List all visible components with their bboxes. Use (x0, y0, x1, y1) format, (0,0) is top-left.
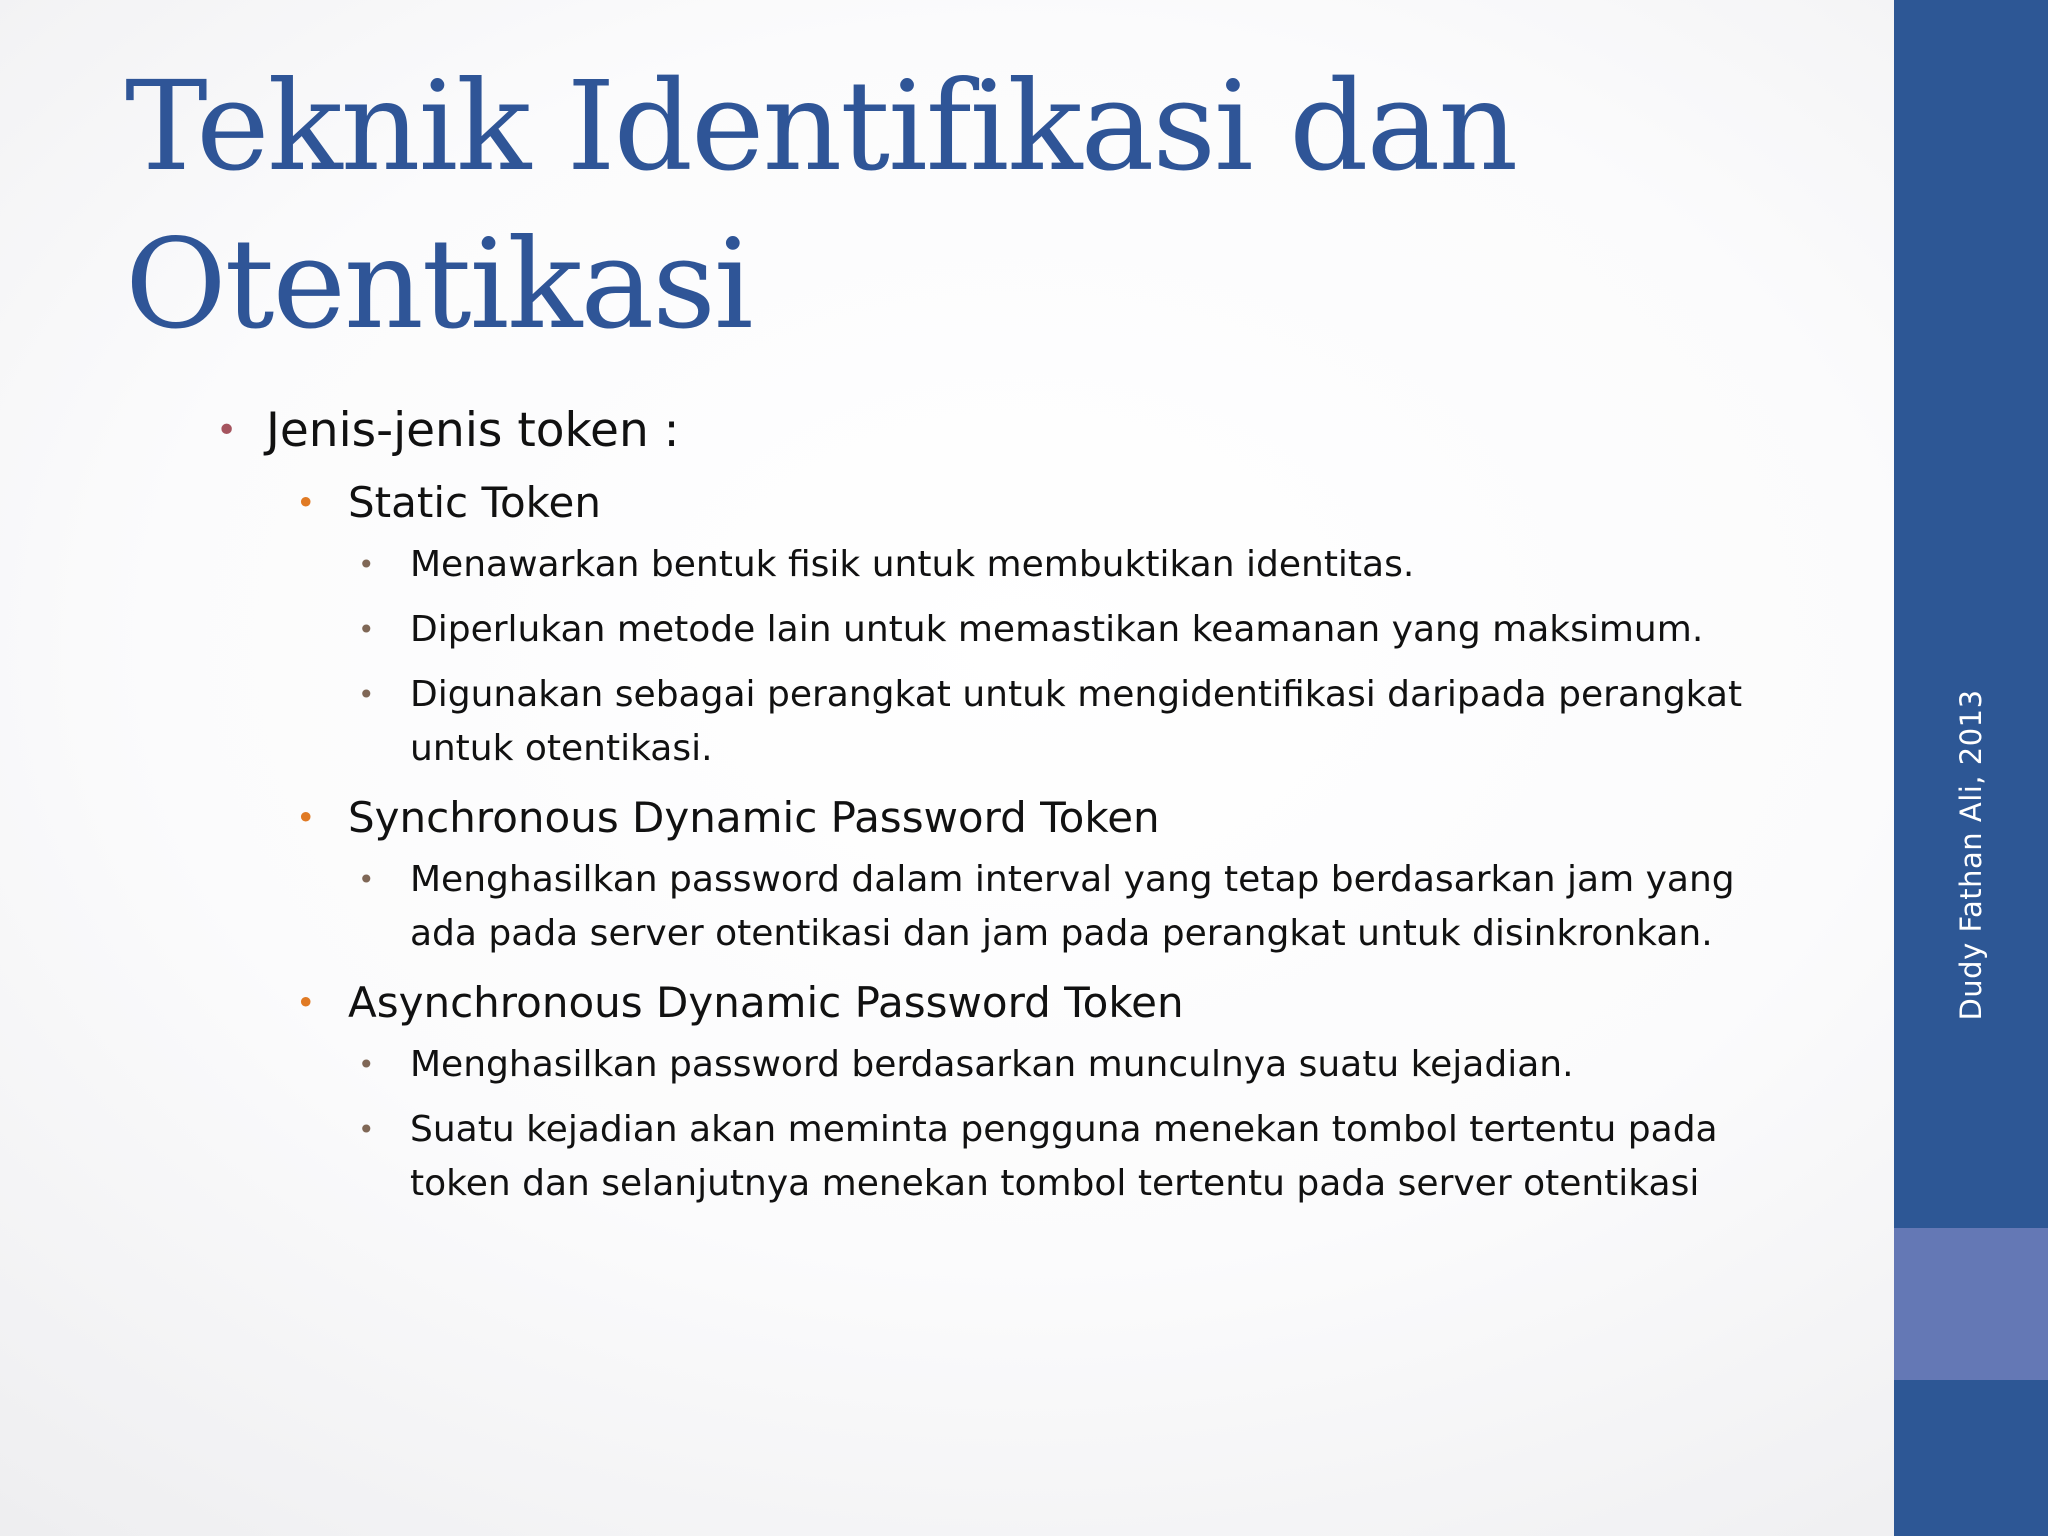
bullet-text: Menghasilkan password berdasarkan munculnya suatu kejadian. (410, 1044, 1574, 1085)
bullet-text: Menawarkan bentuk fisik untuk membuktikan identitas. (410, 544, 1415, 585)
bullet-dot-icon: • (358, 1048, 375, 1081)
bullet-synchronous-token (0, 787, 1880, 849)
bullet-text: Jenis-jenis token : (266, 403, 680, 458)
bullet-dot-icon: • (216, 410, 238, 451)
sub-bullet (0, 1038, 1880, 1092)
side-bar-accent (1894, 1228, 2048, 1380)
bullet-text: Diperlukan metode lain untuk memastikan keamanan yang maksimum. (410, 609, 1704, 650)
bullet-text: Synchronous Dynamic Password Token (348, 793, 1160, 842)
bullet-dot-icon: • (358, 678, 375, 711)
sub-bullet (0, 853, 1880, 961)
bullet-dot-icon: • (358, 1113, 375, 1146)
bullet-dot-icon: • (358, 613, 375, 646)
slide-title: Teknik Identifikasi dan Otentikasi (125, 55, 1517, 357)
sub-bullet (0, 538, 1880, 592)
footer-author: Dudy Fathan Ali, 2013 (1954, 689, 1988, 1021)
bullet-text: Asynchronous Dynamic Password Token (348, 978, 1184, 1027)
bullet-asynchronous-token (0, 972, 1880, 1034)
bullet-text: Digunakan sebagai perangkat untuk mengidentifikasi daripada perangkat untuk otentikasi. (410, 674, 1743, 769)
sub-bullet (0, 1103, 1880, 1211)
bullet-static-token (0, 472, 1880, 534)
slide-body (0, 398, 1880, 1222)
bullet-dot-icon: • (296, 798, 316, 837)
bullet-token-types (0, 398, 1880, 464)
side-bar (1894, 0, 2048, 1536)
bullet-dot-icon: • (296, 983, 316, 1022)
bullet-text: Menghasilkan password dalam interval yang tetap berdasarkan jam yang ada pada server otentikasi dan jam pada perangkat untuk disinkronkan. (410, 859, 1735, 954)
bullet-dot-icon: • (358, 863, 375, 896)
sub-bullet (0, 668, 1880, 776)
bullet-dot-icon: • (296, 483, 316, 522)
bullet-text: Static Token (348, 478, 601, 527)
sub-bullet (0, 603, 1880, 657)
bullet-text: Suatu kejadian akan meminta pengguna menekan tombol tertentu pada token dan selanjutnya menekan tombol tertentu pada server otentikasi (410, 1109, 1718, 1204)
bullet-dot-icon: • (358, 548, 375, 581)
